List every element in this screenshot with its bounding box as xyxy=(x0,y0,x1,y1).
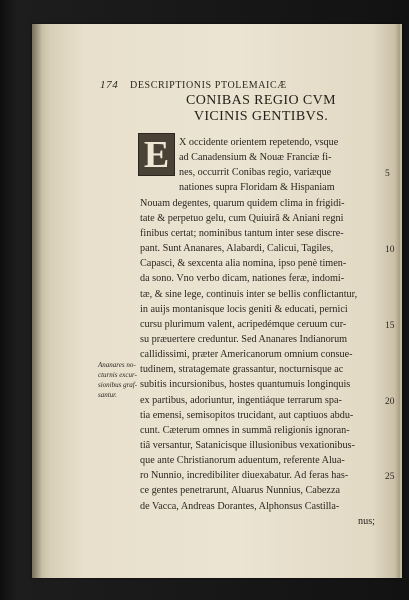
body-line: in auijs montanisque locis geniti & educati, pernici xyxy=(140,303,348,315)
body-line: nus; xyxy=(358,515,375,527)
line-number: 20 xyxy=(385,396,395,407)
marginal-note-line: santur. xyxy=(98,391,117,399)
line-number: 5 xyxy=(385,169,390,180)
body-line: pant. Sunt Ananares, Alabardi, Calicui, Tagiles, xyxy=(140,243,334,255)
marginal-note-line: Ananares no- xyxy=(98,361,136,369)
running-head xyxy=(100,79,390,91)
body-line: ad Canadensium & Nouæ Franciæ fi- xyxy=(179,152,332,164)
body-line: cursu plurimum valent, acripedémque ceruum cur- xyxy=(140,318,347,330)
title-line: CONIBAS REGIO CVM xyxy=(186,93,336,108)
body-line: ex partibus, adoriuntur, ingentiáque terrarum spa- xyxy=(140,394,342,406)
body-line: X occidente orientem repetendo, vsque xyxy=(179,137,339,148)
body-line: subitis incursionibus, hostes quantumuis longinquis xyxy=(140,379,351,391)
body-line: da sono. Vno verbo dicam, nationes feræ, indomi- xyxy=(140,273,345,285)
body-line: callidissimi, præter Americanorum omnium consue- xyxy=(140,349,353,361)
body-line: tiâ versantur, Satanicisque illusionibus vexationibus- xyxy=(140,440,355,451)
body-line: de Vacca, Andreas Dorantes, Alphonsus Castilla- xyxy=(140,500,340,512)
body-line: tate & perpetuo gelu, cum Quiuirâ & Aniani regni xyxy=(140,212,344,224)
body-line: ce gentes penetrarunt, Aluarus Nunnius, Cabezza xyxy=(140,485,340,497)
decorated-initial xyxy=(138,133,175,176)
dropcap-letter: E xyxy=(143,133,170,176)
marginal-note xyxy=(98,360,140,400)
body-line: que ante Christianorum aduentum, referente Alua- xyxy=(140,455,345,467)
page-edge xyxy=(394,24,400,578)
line-number: 15 xyxy=(385,320,395,331)
running-head-text: DESCRIPTIONIS PTOLEMAICÆ xyxy=(130,80,287,91)
body-line: ro Nunnio, incredibiliter diuexabatur. Ad feras has- xyxy=(140,470,349,482)
title-line: VICINIS GENTIBVS. xyxy=(193,109,329,124)
body-line: tia emensi, semisopitos trucidant, aut captiuos abdu- xyxy=(140,409,354,421)
body-line: su præuertere creduntur. Sed Ananares Indianorum xyxy=(140,333,348,345)
body-line: tudinem, stratagemate grassantur, nocturnisque ac xyxy=(140,364,344,376)
body-line: finibus certat; nominibus tantum inter sese discre- xyxy=(140,227,344,239)
marginal-note-line: cturnis excur- xyxy=(98,371,137,379)
body-line: Nouam degentes, quarum quidem clima in frigidi- xyxy=(140,197,345,209)
body-line: tæ, & sine lege, continuis inter se bellis conflictantur, xyxy=(140,288,358,300)
page-number: 174 xyxy=(100,79,119,91)
body-line: cunt. Cæterum omnes in summâ religionis ignoran- xyxy=(140,424,350,436)
line-number: 10 xyxy=(385,245,395,256)
marginal-note-line: sionibus graf- xyxy=(98,381,138,389)
body-line: nationes supra Floridam & Hispaniam xyxy=(179,182,335,194)
line-number: 25 xyxy=(385,472,395,483)
body-line: nes, occurrit Conibas regio, variæque xyxy=(179,167,332,179)
body-line: Capasci, & sexcenta alia nomina, ipso penè timen- xyxy=(140,258,347,270)
spine-shadow xyxy=(32,24,42,578)
chapter-title xyxy=(136,93,386,125)
